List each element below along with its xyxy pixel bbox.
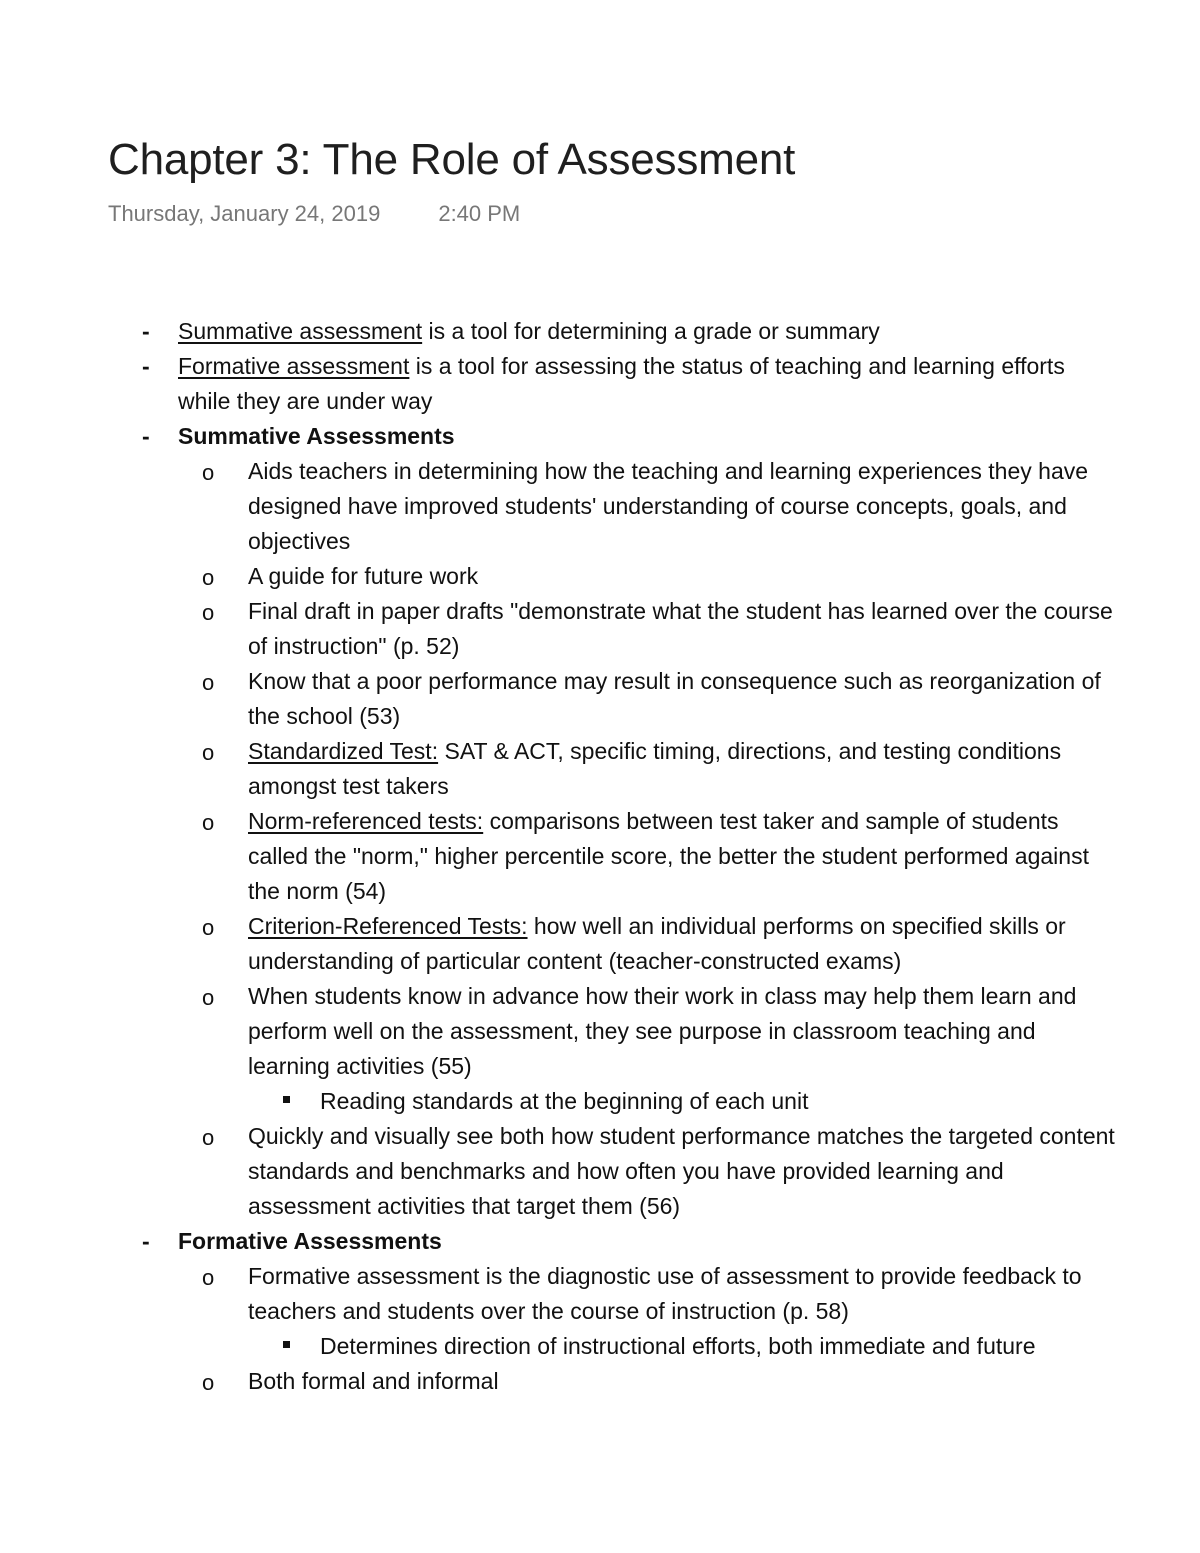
- note-item-level-1: [140, 1224, 1120, 1259]
- circle-bullet-icon: o: [202, 460, 215, 485]
- term: Criterion-Referenced Tests:: [248, 913, 528, 939]
- note-item-level-1: [140, 419, 1120, 454]
- note-item-level-2: [140, 1259, 1120, 1329]
- note-item-level-2: [140, 1119, 1120, 1224]
- note-text: Both formal and informal: [248, 1368, 499, 1394]
- note-text: A guide for future work: [248, 563, 479, 589]
- note-item-level-2: [140, 664, 1120, 734]
- note-item-level-2: [140, 804, 1120, 909]
- note-text: is a tool for assessing the status of teaching and learning efforts while they are under way: [178, 353, 1065, 414]
- circle-bullet-icon: o: [202, 915, 215, 940]
- note-item-level-2: [140, 909, 1120, 979]
- note-text: Know that a poor performance may result in consequence such as reorganization of the school (53): [248, 668, 1101, 729]
- circle-bullet-icon: o: [202, 1265, 215, 1290]
- section-heading: Formative Assessments: [178, 1228, 442, 1254]
- note-item-level-1: [140, 314, 1120, 349]
- note-text: Reading standards at the beginning of each unit: [320, 1088, 809, 1114]
- dash-bullet-icon: -: [142, 1228, 150, 1254]
- dash-bullet-icon: -: [142, 423, 150, 449]
- note-item-level-2: [140, 734, 1120, 804]
- term: Norm-referenced tests:: [248, 808, 484, 834]
- circle-bullet-icon: o: [202, 985, 215, 1010]
- note-item-level-2: [140, 1364, 1120, 1399]
- note-item-level-3: [140, 1329, 1120, 1364]
- note-text: Formative assessment is the diagnostic use of assessment to provide feedback to teachers and students over the course of instruction (p. 58): [248, 1263, 1082, 1324]
- circle-bullet-icon: o: [202, 1370, 215, 1395]
- note-text: is a tool for determining a grade or summary: [422, 318, 880, 344]
- circle-bullet-icon: o: [202, 740, 215, 765]
- term: Formative assessment: [178, 353, 410, 379]
- note-item-level-2: [140, 454, 1120, 559]
- page-title: Chapter 3: The Role of Assessment: [108, 135, 796, 184]
- circle-bullet-icon: o: [202, 565, 215, 590]
- note-item-level-1: [140, 349, 1120, 419]
- note-text: Aids teachers in determining how the teaching and learning experiences they have designed have improved students' understanding of course concepts, goals, and objectives: [248, 458, 1089, 554]
- note-item-level-2: [140, 979, 1120, 1084]
- note-text: Final draft in paper drafts "demonstrate what the student has learned over the course of instruction" (p. 52): [248, 598, 1113, 659]
- note-text: Quickly and visually see both how student performance matches the targeted content standards and benchmarks and how often you have provided learning and assessment activities that target them (56): [248, 1123, 1115, 1219]
- note-item-level-2: [140, 559, 1120, 594]
- circle-bullet-icon: o: [202, 600, 215, 625]
- term: Standardized Test:: [248, 738, 439, 764]
- circle-bullet-icon: o: [202, 670, 215, 695]
- note-item-level-3: [140, 1084, 1120, 1119]
- circle-bullet-icon: o: [202, 1125, 215, 1150]
- term: Summative assessment: [178, 318, 423, 344]
- note-text: how well an individual performs on specified skills or understanding of particular content (teacher-constructed exams): [248, 913, 1066, 974]
- square-bullet-icon: [283, 1341, 290, 1348]
- note-text: SAT & ACT, specific timing, directions, and testing conditions amongst test takers: [248, 738, 1062, 799]
- section-heading: Summative Assessments: [178, 423, 455, 449]
- note-date: Thursday, January 24, 2019: [108, 201, 381, 226]
- dash-bullet-icon: -: [142, 318, 150, 344]
- note-text: Determines direction of instructional efforts, both immediate and future: [320, 1333, 1036, 1359]
- circle-bullet-icon: o: [202, 810, 215, 835]
- note-text: comparisons between test taker and sample of students called the "norm," higher percentile score, the better the student performed against the norm (54): [248, 808, 1089, 904]
- square-bullet-icon: [283, 1096, 290, 1103]
- note-text: When students know in advance how their work in class may help them learn and perform well on the assessment, they see purpose in classroom teaching and learning activities (55): [248, 983, 1077, 1079]
- note-time: 2:40 PM: [438, 201, 521, 226]
- page-timestamp: [108, 200, 520, 228]
- dash-bullet-icon: -: [142, 353, 150, 379]
- notes-list: [140, 314, 1120, 1399]
- note-item-level-2: [140, 594, 1120, 664]
